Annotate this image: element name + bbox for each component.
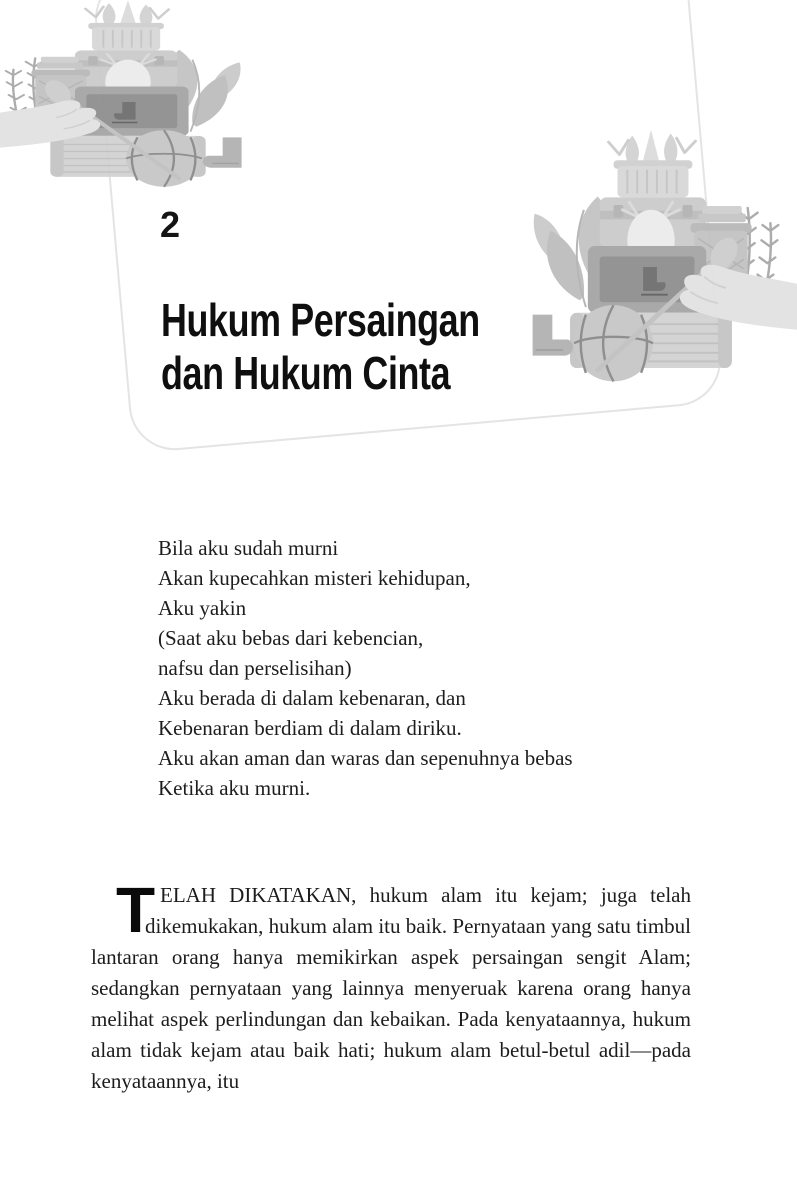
- hand-holding-book-stack-illustration: [0, 0, 270, 208]
- chapter-title: [161, 294, 480, 400]
- poem-line: Aku yakin: [158, 596, 247, 620]
- drop-cap: T: [116, 874, 156, 946]
- poem-line: nafsu dan perselisihan): [158, 656, 352, 680]
- poem-line: Bila aku sudah murni: [158, 536, 339, 560]
- poem-line: Aku akan aman dan waras dan sepenuhnya bebas: [158, 746, 573, 770]
- poem-line: Kebenaran berdiam di dalam diriku.: [158, 716, 462, 740]
- body-text-run: hukum alam itu kejam; juga telah dikemukakan, hukum alam itu baik. Pernyataan yang satu timbul lantaran orang hanya memikirkan aspek persaingan sengit Alam; sedangkan pernyataan yang lainnya menyeruak karena orang hanya melihat aspek perlindungan dan kebaikan. Pada kenyataannya, hukum alam tidak kejam atau baik hati; hukum alam betul-betul adil—pada kenyataannya, itu: [91, 883, 691, 1093]
- chapter-illustration-left: [0, 0, 270, 208]
- chapter-title-line-2: dan Hukum Cinta: [161, 347, 451, 399]
- chapter-illustration-right: [503, 124, 797, 410]
- body-paragraph: [91, 874, 691, 1097]
- poem-line: Aku berada di dalam kebenaran, dan: [158, 686, 466, 710]
- chapter-title-line-1: Hukum Persaingan: [161, 294, 480, 346]
- hand-holding-book-stack-illustration: [503, 124, 797, 410]
- epigraph-poem: [158, 533, 573, 803]
- poem-line: Ketika aku murni.: [158, 776, 311, 800]
- body-lead-caps: ELAH DIKATAKAN,: [160, 883, 357, 907]
- chapter-number: 2: [160, 204, 181, 245]
- poem-line: (Saat aku bebas dari kebencian,: [158, 626, 424, 650]
- poem-line: Akan kupecahkan misteri kehidupan,: [158, 566, 471, 590]
